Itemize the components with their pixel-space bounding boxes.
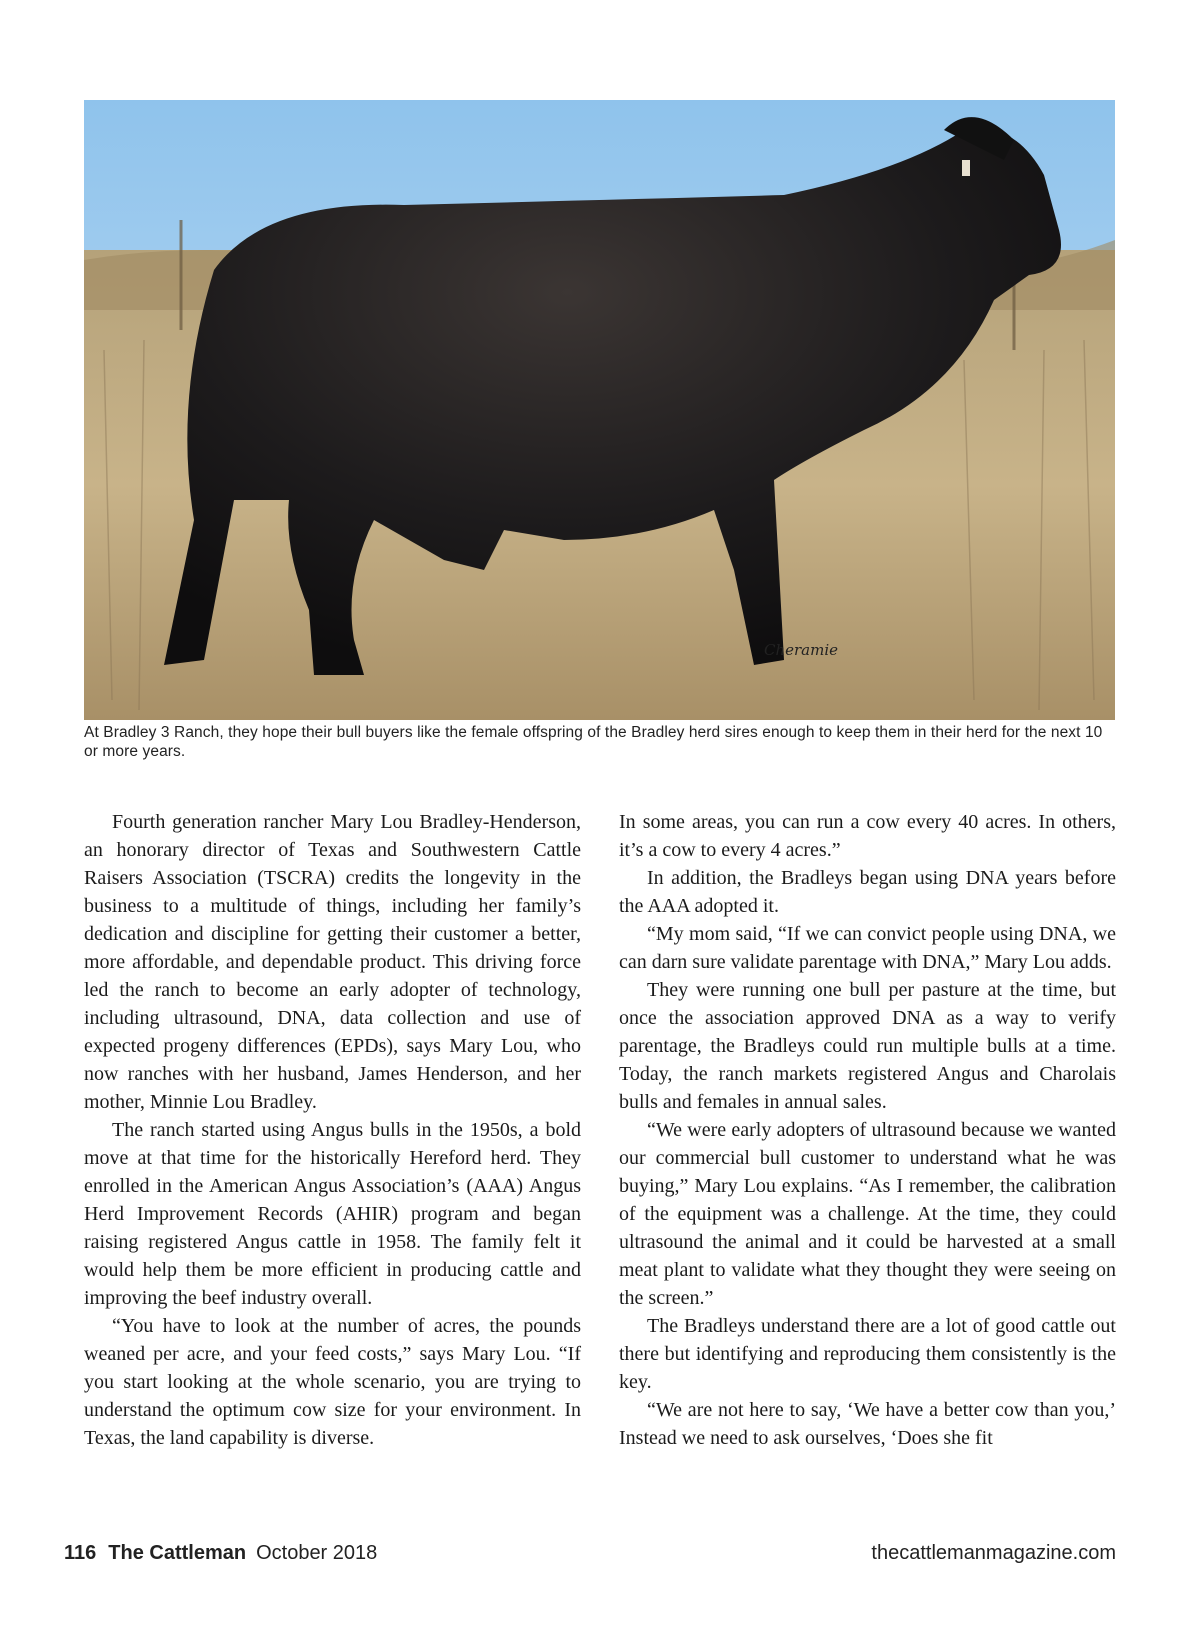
paragraph: The Bradleys understand there are a lot of good cattle out there but identifying and reproducing them consistently is the key. (619, 1315, 1116, 1393)
article-right-column (619, 808, 1116, 1452)
paragraph: The ranch started using Angus bulls in the 1950s, a bold move at that time for the historically Hereford herd. They enrolled in the American Angus Association’s (AAA) Angus Herd Improvement Records (AHIR) program and began raising registered Angus cattle in 1958. The family felt it would help them be more efficient in producing cattle and improving the beef industry overall. (84, 1119, 581, 1309)
photo-caption: At Bradley 3 Ranch, they hope their bull buyers like the female offspring of the Bradley herd sires enough to keep them in their herd for the next 10 or more years. (84, 724, 1103, 760)
paragraph: Fourth generation rancher Mary Lou Bradley-Henderson, an honorary director of Texas and Southwestern Cattle Raisers Association (TSCRA) credits the longevity in the business to a multitude of things, including her family’s dedication and discipline for getting their customer a better, more affordable, and dependable product. This driving force led the ranch to become an early adopter of technology, including ultrasound, DNA, data collection and use of expected progeny differences (EPDs), says Mary Lou, who now ranches with her husband, James Henderson, and her mother, Minnie Lou Bradley. (84, 811, 581, 1113)
paragraph: They were running one bull per pasture at the time, but once the association approved DNA as a way to verify parentage, the Bradleys could run multiple bulls at a time. Today, the ranch markets registered Angus and Charolais bulls and females in annual sales. (619, 979, 1116, 1113)
photo-credit: Cheramie (764, 641, 839, 659)
website-url: thecattlemanmagazine.com (871, 1542, 1116, 1564)
page-number: 116 (64, 1542, 97, 1564)
cow-photo (84, 100, 1115, 720)
paragraph: “You have to look at the number of acres, the pounds weaned per acre, and your feed costs,” says Mary Lou. “If you start looking at the whole scenario, you are trying to understand the optimum cow size for your environment. In Texas, the land capability is diverse. (84, 1315, 581, 1449)
paragraph: “We are not here to say, ‘We have a better cow than you,’ Instead we need to ask ourselves, ‘Does she fit (619, 1399, 1116, 1449)
issue-date: October 2018 (256, 1542, 378, 1564)
paragraph: “We were early adopters of ultrasound because we wanted our commercial bull customer to understand what he was buying,” Mary Lou explains. “As I remember, the calibration of the equipment was a challenge. At the time, they could ultrasound the animal and it could be harvested at a small meat plant to validate what they thought they were seeing on the screen.” (619, 1119, 1116, 1309)
paragraph: “My mom said, “If we can convict people using DNA, we can darn sure validate parentage with DNA,” Mary Lou adds. (619, 923, 1116, 973)
paragraph: In some areas, you can run a cow every 40 acres. In others, it’s a cow to every 4 acres.” (619, 811, 1116, 861)
page-footer (64, 1542, 1116, 1572)
article-left-column (84, 808, 581, 1452)
paragraph: In addition, the Bradleys began using DNA years before the AAA adopted it. (619, 867, 1116, 917)
magazine-name: The Cattleman (108, 1542, 247, 1564)
